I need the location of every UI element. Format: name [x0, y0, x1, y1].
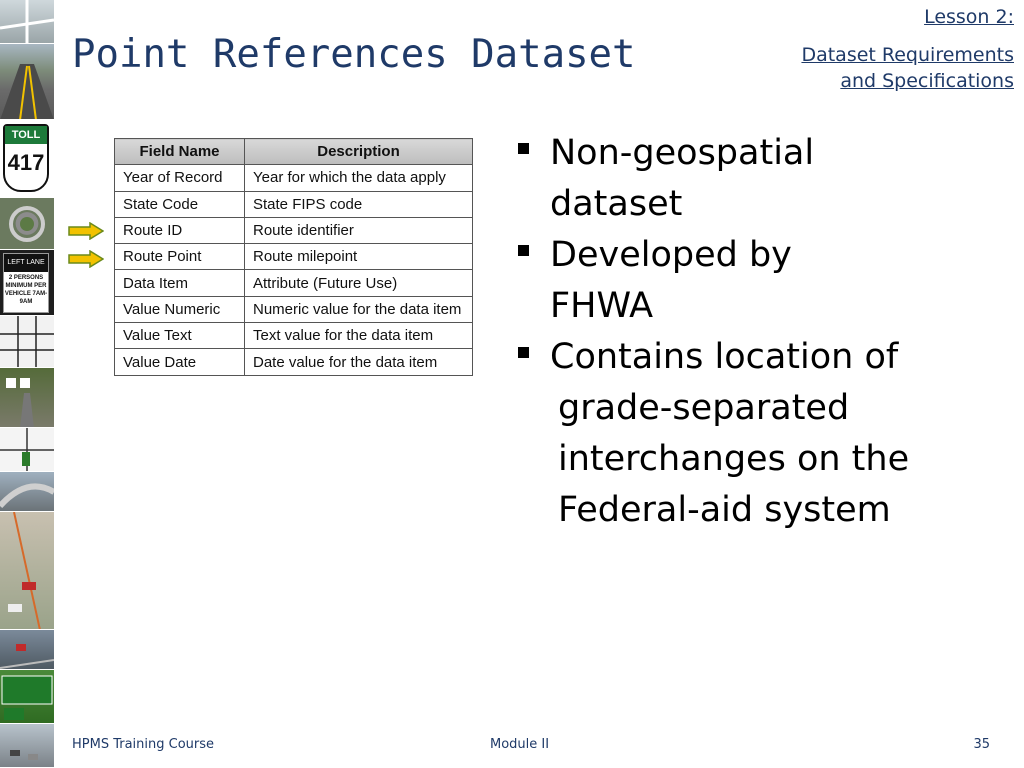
roundabout-icon	[0, 198, 54, 250]
bullet-square-icon	[518, 143, 529, 154]
header-description: Description	[245, 139, 473, 165]
description-cell: Year for which the data apply	[245, 165, 473, 191]
field-name-cell: State Code	[115, 191, 245, 217]
description-cell: Route identifier	[245, 217, 473, 243]
description-cell: Text value for the data item	[245, 323, 473, 349]
road-lanes-icon	[0, 44, 54, 120]
lesson-subtitle-line2: and Specifications	[840, 70, 1014, 92]
guide-sign-icon	[0, 670, 54, 724]
field-name-cell: Route Point	[115, 244, 245, 270]
slide-title: Point References Dataset	[72, 32, 636, 77]
road-photo	[0, 368, 54, 428]
field-name-cell: Data Item	[115, 270, 245, 296]
overpass-icon	[0, 0, 54, 44]
toll-sign-icon	[3, 124, 49, 192]
description-cell: Date value for the data item	[245, 349, 473, 375]
intersection-diagram	[0, 428, 54, 472]
bullet-text: Developed by	[550, 235, 792, 275]
guide-sign-photo	[0, 670, 54, 724]
traffic-icon	[0, 512, 54, 630]
bullet-item	[516, 230, 1016, 332]
congestion-icon	[0, 724, 54, 768]
hov-sign-text: 2 PERSONS MINIMUM PER VEHICLE 7AM-9AM	[4, 275, 48, 305]
route-number: 417	[7, 150, 45, 175]
lesson-subtitle-line1: Dataset Requirements	[801, 44, 1014, 66]
description-cell: State FIPS code	[245, 191, 473, 217]
footer-course: HPMS Training Course	[72, 737, 215, 752]
toll-sign-tile	[0, 120, 54, 198]
roundabout-photo	[0, 198, 54, 250]
table-row	[115, 296, 473, 322]
field-table	[114, 138, 473, 376]
road-photo	[0, 0, 54, 44]
bullet-text-cont: grade-separated	[558, 388, 850, 428]
signal-intersection-icon	[0, 428, 54, 472]
bullet-list	[516, 128, 1016, 536]
arrow-right-icon	[68, 222, 104, 240]
bullet-text-cont: interchanges on the	[558, 439, 910, 479]
lesson-number: Lesson 2:	[924, 6, 1014, 28]
field-name-cell: Year of Record	[115, 165, 245, 191]
highway-photo	[0, 630, 54, 670]
field-name-cell: Value Numeric	[115, 296, 245, 322]
bullet-square-icon	[518, 347, 529, 358]
table-header-row	[115, 139, 473, 165]
road-sign-icon	[0, 368, 54, 428]
table-row	[115, 323, 473, 349]
bullet-text-cont: Federal-aid system	[558, 490, 891, 530]
toll-label: TOLL	[5, 126, 47, 144]
table-row	[115, 191, 473, 217]
highway-photo	[0, 472, 54, 512]
bullet-square-icon	[518, 245, 529, 256]
lanes-icon	[0, 630, 54, 670]
page-number: 35	[973, 737, 990, 752]
table-row	[115, 165, 473, 191]
bullet-text: Contains location of	[550, 337, 899, 377]
field-name-cell: Route ID	[115, 217, 245, 243]
traffic-photo	[0, 512, 54, 630]
description-cell: Attribute (Future Use)	[245, 270, 473, 296]
field-name-cell: Value Text	[115, 323, 245, 349]
intersection-icon	[0, 316, 54, 368]
decorative-photo-strip	[0, 0, 54, 768]
table-row	[115, 217, 473, 243]
road-photo	[0, 44, 54, 120]
lesson-heading	[801, 6, 1014, 94]
bullet-item	[516, 332, 1016, 536]
arrow-right-icon	[68, 250, 104, 268]
bullet-text: Non-geospatial	[550, 133, 815, 173]
footer-module: Module II	[490, 737, 550, 752]
bullet-item	[516, 128, 1016, 230]
hov-sign-icon	[3, 253, 49, 313]
field-name-cell: Value Date	[115, 349, 245, 375]
intersection-diagram	[0, 316, 54, 368]
hov-sign-tile	[0, 250, 54, 316]
bullet-text-cont: FHWA	[550, 286, 654, 326]
table-row	[115, 270, 473, 296]
header-field-name: Field Name	[115, 139, 245, 165]
bullet-text-cont: dataset	[550, 184, 683, 224]
table-row	[115, 349, 473, 375]
description-cell: Route milepoint	[245, 244, 473, 270]
highway-photo	[0, 724, 54, 768]
ramp-icon	[0, 472, 54, 512]
description-cell: Numeric value for the data item	[245, 296, 473, 322]
table-row	[115, 244, 473, 270]
hov-sign-top: LEFT LANE	[4, 254, 48, 272]
